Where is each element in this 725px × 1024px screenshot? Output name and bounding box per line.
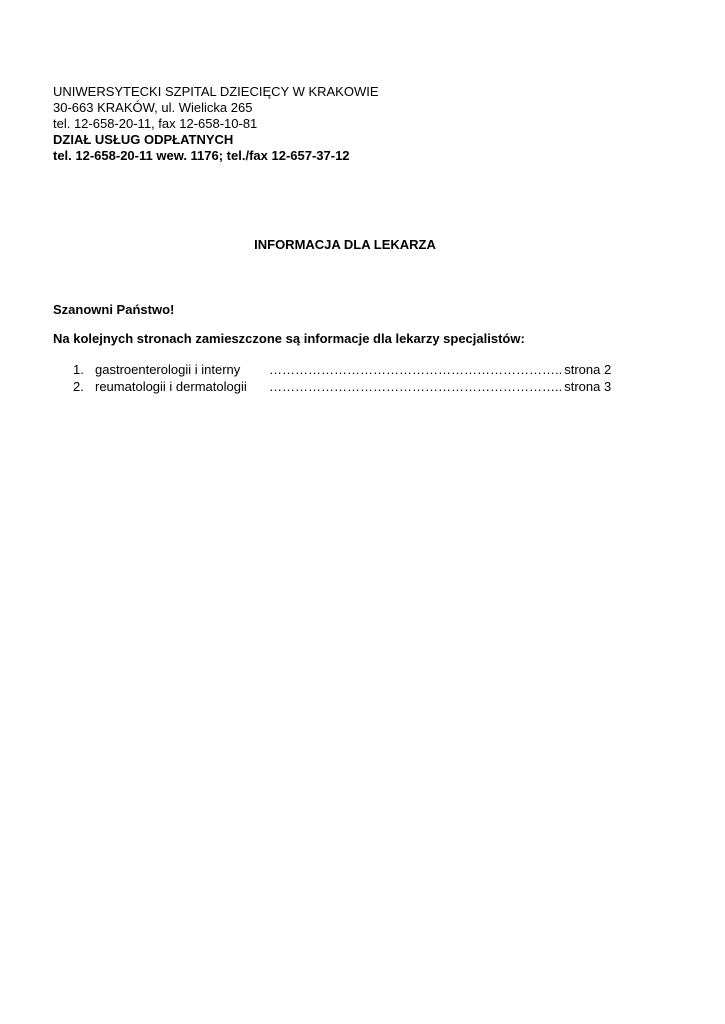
toc-item-page: strona 3 <box>564 379 612 394</box>
toc-item-number: 1. <box>73 362 84 377</box>
hospital-phone-fax: tel. 12-658-20-11, fax 12-658-10-81 <box>53 116 258 131</box>
toc-item-number: 2. <box>73 379 84 394</box>
toc-item-label: reumatologii i dermatologii <box>95 379 247 394</box>
hospital-name: UNIWERSYTECKI SZPITAL DZIECIĘCY W KRAKOWIE <box>53 84 379 99</box>
hospital-header <box>53 84 379 164</box>
greeting: Szanowni Państwo! <box>53 302 175 317</box>
toc-item-leader: ………………………………………………………….. <box>269 362 563 377</box>
toc-item <box>73 379 613 396</box>
toc-item-leader: ………………………………………………………….. <box>269 379 563 394</box>
toc-item-label: gastroenterologii i interny <box>95 362 241 377</box>
document-title: INFORMACJA DLA LEKARZA <box>254 237 436 252</box>
department-phone: tel. 12-658-20-11 wew. 1176; tel./fax 12-657-37-12 <box>53 148 350 163</box>
hospital-address: 30-663 KRAKÓW, ul. Wielicka 265 <box>53 100 253 115</box>
toc-item <box>73 362 613 379</box>
department-name: DZIAŁ USŁUG ODPŁATNYCH <box>53 132 234 147</box>
intro-text: Na kolejnych stronach zamieszczone są informacje dla lekarzy specjalistów: <box>53 331 525 346</box>
table-of-contents <box>73 362 613 396</box>
toc-item-page: strona 2 <box>564 362 612 377</box>
